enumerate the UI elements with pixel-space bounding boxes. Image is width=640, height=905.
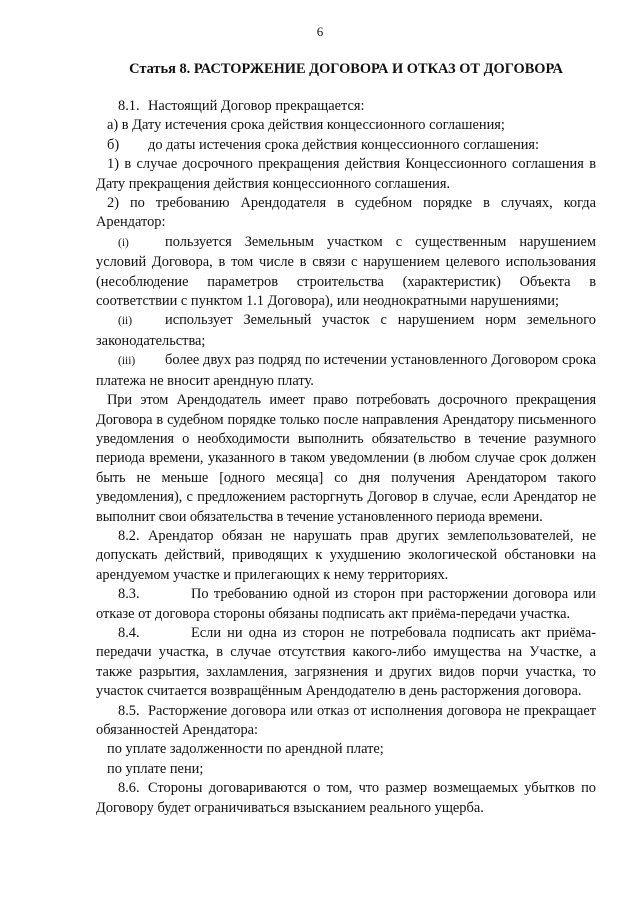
clause-number: 8.5. xyxy=(118,702,140,719)
clause-8-1-ii xyxy=(96,311,596,351)
item-label: (iii) xyxy=(118,355,136,368)
page-number: 6 xyxy=(316,24,324,39)
clause-8-3 xyxy=(96,585,596,624)
clause-text: пользуется Земельным участком с существенным нарушением условий Договора, в том числе в связи с нарушением целевого использования (несоблюдение параметров строительства (характеристик) Объекта в соответствии с пунктом 1.1 Договора), или неоднократными нарушениями; xyxy=(96,233,596,310)
clause-text: По требованию одной из сторон при расторжении договора или отказе от договора стороны обязаны подписать акт приёма-передачи участка. xyxy=(96,586,596,622)
clause-number: 8.2. xyxy=(118,527,140,544)
item-label: (ii) xyxy=(118,315,133,328)
clause-text: 1) в случае досрочного прекращения действия Концессионного соглашения в Дату прекращения действия концессионного соглашения. xyxy=(96,156,596,192)
clause-8-1-i xyxy=(96,233,596,312)
clause-8-5 xyxy=(96,702,596,741)
item-label: б) xyxy=(107,136,120,153)
clause-text: использует Земельный участок с нарушением норм земельного законодательства; xyxy=(96,312,596,349)
clause-text: до даты истечения срока действия концессионного соглашения: xyxy=(148,136,540,153)
clause-8-1 xyxy=(96,97,596,116)
clause-number: 8.1. xyxy=(118,98,140,114)
clause-text: по уплате пени; xyxy=(107,760,204,777)
clause-8-4 xyxy=(96,624,596,702)
clause-text: а) в Дату истечения срока действия концессионного соглашения; xyxy=(107,117,505,134)
clause-text: Настоящий Договор прекращается: xyxy=(148,98,365,114)
clause-8-1-b xyxy=(96,136,596,155)
clause-8-1-iii xyxy=(96,351,596,391)
clause-text: При этом Арендодатель имеет право потребовать досрочного прекращения Договора в судебном порядке только после направления Арендатору письменного уведомления о необходимости выполнить обязательство в течение разумного периода времени, указанного в таком уведомлении (в любом случае срок должен быть не меньше [одного месяца] со дня получения Арендатором такого уведомления), с предложением расторгнуть Договор в случае, если Арендатор не выполнит свои обязательства в течение установленного периода времени. xyxy=(96,392,596,525)
clause-text: Стороны договариваются о том, что размер возмещаемых убытков по Договору будет ограничиваться взысканием реального ущерба. xyxy=(96,780,596,816)
clause-number: 8.3. xyxy=(118,586,140,603)
clause-text: по уплате задолженности по арендной плате; xyxy=(107,741,384,758)
clause-text: Арендатор обязан не нарушать прав других землепользователей, не допускать действий, приводящих к ухудшению экологической обстановки на арендуемом участке и прилегающих к нему территориях. xyxy=(96,527,596,583)
clause-number: 8.4. xyxy=(118,624,140,641)
clause-8-6 xyxy=(96,779,596,818)
clause-8-1-b-1 xyxy=(96,155,596,194)
clause-8-1-a xyxy=(96,116,596,135)
clause-8-5-a xyxy=(96,740,596,759)
clause-8-5-b xyxy=(96,760,596,779)
item-label: (i) xyxy=(118,236,129,249)
clause-text: 2) по требованию Арендодателя в судебном порядке в случаях, когда Арендатор: xyxy=(96,195,596,231)
article-body xyxy=(96,97,596,818)
clause-text: Расторжение договора или отказ от исполнения договора не прекращает обязанностей Арендатора: xyxy=(96,702,596,738)
article-title: Статья 8. РАСТОРЖЕНИЕ ДОГОВОРА И ОТКАЗ ОТ ДОГОВОРА xyxy=(129,61,563,77)
clause-number: 8.6. xyxy=(118,780,140,797)
clause-8-2 xyxy=(96,527,596,585)
clause-text: Если ни одна из сторон не потребовала подписать акт приёма-передачи участка, в случае отсутствия какого-либо имущества на Участке, а также разрытия, захламления, загрязнения и других видов порчи участка, то участок считается возвращённым Арендодателю в день расторжения договора. xyxy=(96,624,596,700)
clause-8-1-b-2 xyxy=(96,194,596,233)
clause-8-1-notice xyxy=(96,391,596,527)
clause-text: более двух раз подряд по истечении установленного Договором срока платежа не вносит арендную плату. xyxy=(96,352,596,389)
